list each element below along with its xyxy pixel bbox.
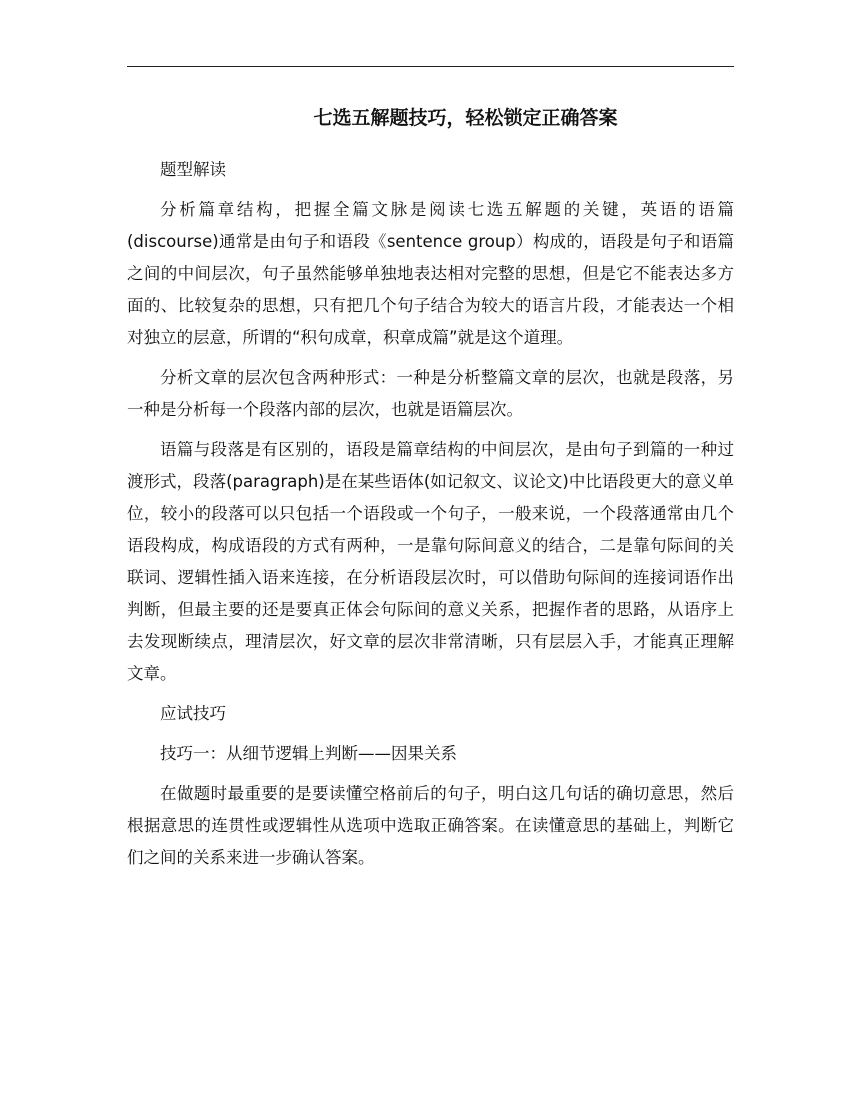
paragraph-discourse-structure: 分析篇章结构，把握全篇文脉是阅读七选五解题的关键，英语的语篇(discourse)通常是由句子和语段《sentence group）构成的，语段是句子和语篇之间的中间层次，句子虽然能够单独地表达相对完整的思想，但是它不能表达多方面的、比较复杂的思想，只有把几个句子结合为较大的语言片段，才能表达一个相对独立的层意，所谓的“积句成章，积章成篇”就是这个道理。 [127, 200, 734, 347]
section-heading-skill-one: 技巧一：从细节逻辑上判断——因果关系 [160, 744, 457, 763]
paragraph-skill-one-detail: 在做题时最重要的是要读懂空格前后的句子，明白这几句话的确切意思，然后根据意思的连贯性或逻辑性从选项中选取正确答案。在读懂意思的基础上，判断它们之间的关系来进一步确认答案。 [127, 784, 734, 867]
paragraph-levels: 分析文章的层次包含两种形式：一种是分析整篇文章的层次，也就是段落，另一种是分析每一个段落内部的层次，也就是语篇层次。 [127, 368, 734, 419]
document-body [127, 154, 734, 882]
document-title: 七选五解题技巧，轻松锁定正确答案 [313, 107, 618, 129]
header-rule [127, 66, 734, 67]
section-heading-exam-skills: 应试技巧 [160, 704, 226, 723]
paragraph-discourse-vs-paragraph: 语篇与段落是有区别的，语段是篇章结构的中间层次，是由句子到篇的一种过渡形式，段落(paragraph)是在某些语体(如记叙文、议论文)中比语段更大的意义单位，较小的段落可以只包括一个语段或一个句子，一般来说，一个段落通常由几个语段构成，构成语段的方式有两种，一是靠句际间意义的结合，二是靠句际间的关联词、逻辑性插入语来连接，在分析语段层次时，可以借助句际间的连接词语作出判断，但最主要的还是要真正体会句际间的意义关系，把握作者的思路，从语序上去发现断续点，理清层次，好文章的层次非常清晰，只有层层入手，才能真正理解文章。 [127, 440, 734, 683]
section-heading-question-type: 题型解读 [160, 160, 226, 179]
